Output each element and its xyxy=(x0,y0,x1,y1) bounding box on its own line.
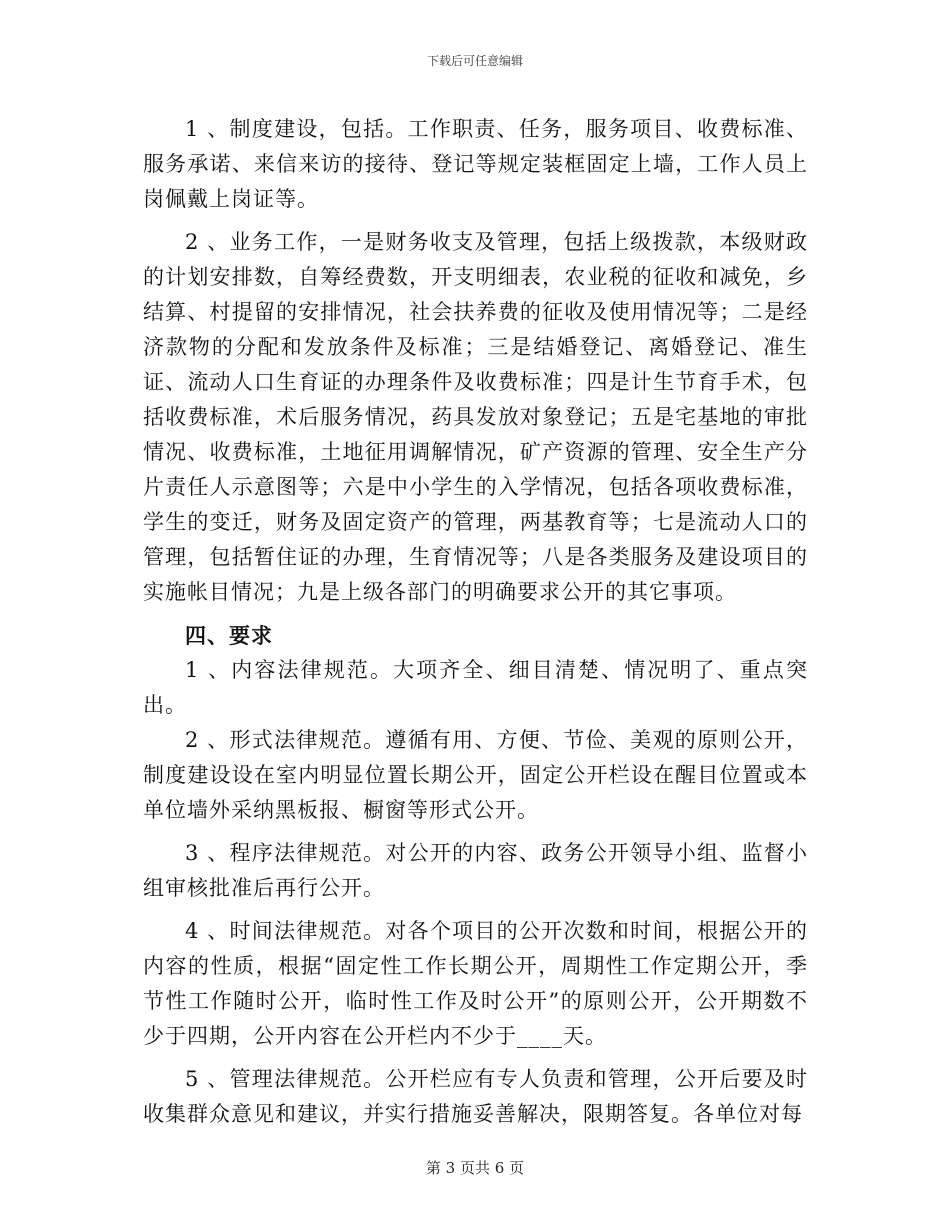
paragraph-time-norms: 4 、时间法律规范。对各个项目的公开次数和时间，根据公开的内容的性质，根据“固定性工作长期公开，周期性工作定期公开，季节性工作随时公开，临时性工作及时公开”的原则公开，公开期数不少于四期，公开内容在公开栏内不少于____天。 xyxy=(143,919,808,1048)
page-header: 下载后可任意编辑 xyxy=(426,54,523,68)
paragraph-gap xyxy=(143,1054,808,1062)
page-footer: 第 3 页共 6 页 xyxy=(425,1159,525,1177)
paragraph-gap xyxy=(143,610,808,618)
paragraph-business-work: 2 、业务工作，一是财务收支及管理，包括上级拨款，本级财政的计划安排数，自筹经费数，开支明细表，农业税的征收和减免，乡结算、村提留的安排情况，社会扶养费的征收及使用情况等；二是经济款物的分配和发放条件及标准；三是结婚登记、离婚登记、准生证、流动人口生育证的办理条件及收费标准；四是计生节育手术，包括收费标准，术后服务情况，药具发放对象登记；五是宅基地的审批情况、收费标准，土地征用调解情况，矿产资源的管理、安全生产分片责任人示意图等；六是中小学生的入学情况，包括各项收费标准，学生的变迁，财务及固定资产的管理，两基教育等；七是流动人口的管理，包括暂住证的办理，生育情况等；八是各类服务及建设项目的实施帐目情况；九是上级各部门的明确要求公开的其它事项。 xyxy=(143,230,808,604)
paragraph-procedure-norms: 3 、程序法律规范。对公开的内容、政务公开领导小组、监督小组审核批准后再行公开。 xyxy=(143,841,808,900)
paragraph-management-norms: 5 、管理法律规范。公开栏应有专人负责和管理，公开后要及时收集群众意见和建议，并实行措施妥善解决，限期答复。各单位对每 xyxy=(143,1067,808,1126)
paragraph-form-norms: 2 、形式法律规范。遵循有用、方便、节俭、美观的原则公开，制度建设设在室内明显位置长期公开，固定公开栏设在醒目位置或本单位墙外采纳黑板报、橱窗等形式公开。 xyxy=(143,728,808,822)
section-heading-requirements: 四、要求 xyxy=(185,623,273,648)
paragraph-gap xyxy=(143,828,808,836)
document-body xyxy=(143,112,808,1132)
paragraph-gap xyxy=(143,217,808,225)
paragraph-gap xyxy=(143,906,808,914)
paragraph-system-construction: 1 、制度建设，包括。工作职责、任务，服务项目、收费标准、服务承诺、来信来访的接待、登记等规定装框固定上墙，工作人员上岗佩戴上岗证等。 xyxy=(143,117,808,211)
paragraph-content-norms: 1 、内容法律规范。大项齐全、细目清楚、情况明了、重点突出。 xyxy=(143,658,808,717)
